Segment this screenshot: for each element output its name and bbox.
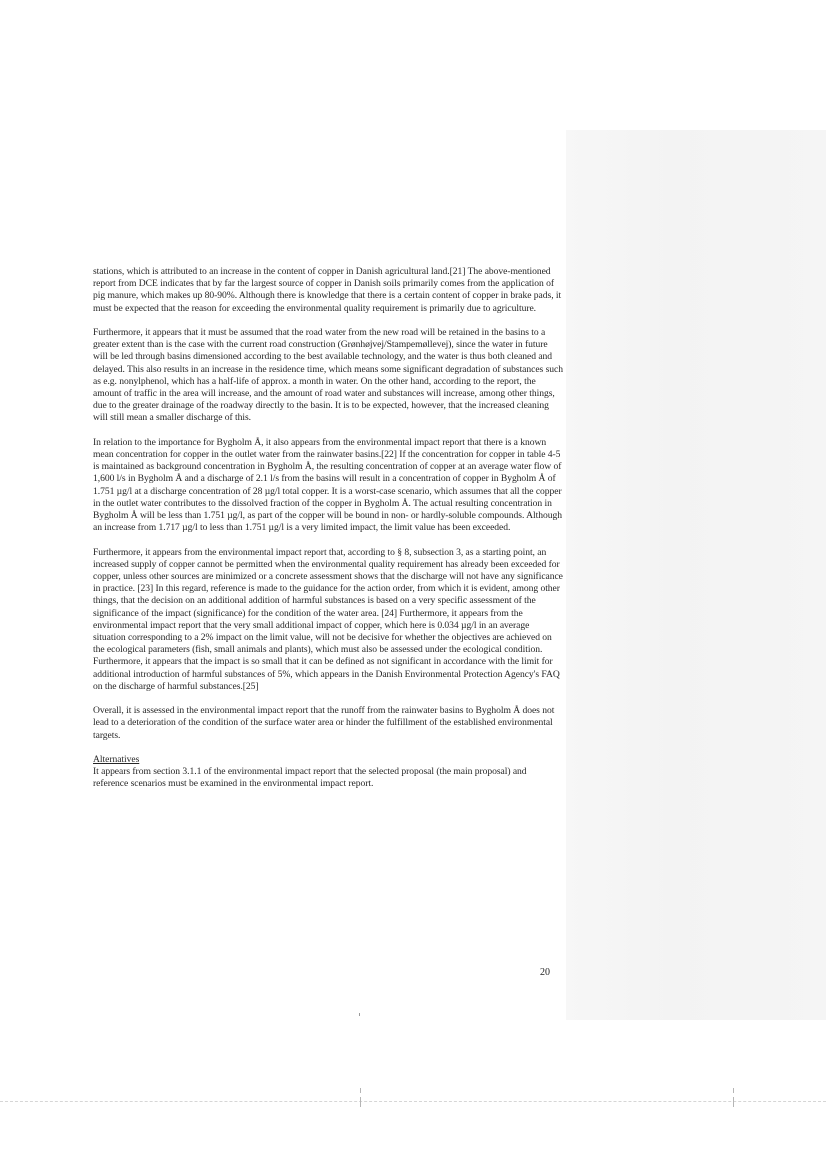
document-page-body <box>93 266 563 791</box>
paragraph-bygholm-copper-concentration: In relation to the importance for Bygholm Å, it also appears from the environmental impact report that there is a known mean concentration for copper in the outlet water from the rainwater basins.[22] If the concentration for copper in table 4-5 is maintained as background concentration in Bygholm Å, the resulting concentration of copper at an average water flow of 1,600 l/s in Bygholm Å and a discharge of 2.1 l/s from the basins will result in a concentration of copper in Bygholm Å of 1.751 µg/l at a discharge concentration of 28 µg/l total copper. It is a worst-case scenario, which assumes that all the copper in the outlet water contributes to the dissolved fraction of the copper in Bygholm Å. The actual resulting concentration in Bygholm Å will be less than 1.751 µg/l, as part of the copper will be bound in non- or hardly-soluble compounds. Although an increase from 1.717 µg/l to less than 1.751 µg/l is a very limited impact, the limit value has been exceeded. <box>93 436 562 534</box>
scan-tick-mark <box>360 1088 361 1093</box>
page-number: 20 <box>540 967 550 978</box>
alternatives-text: It appears from section 3.1.1 of the environmental impact report that the selected proposal (the main proposal) and reference scenarios must be examined in the environmental impact report. <box>93 766 527 790</box>
paragraph-road-water-retention: Furthermore, it appears that it must be assumed that the road water from the new road will be retained in the basins to a greater extent than is the case with the current road construction (Grønhøjvej/Stampemøllevej), since the water in future will be led through basins dimensioned according to the best available technology, and the water is thus both cleaned and delayed. This also results in an increase in the residence time, which means some significant degradation of substances such as e.g. nonylphenol, which has a half-life of approx. a month in water. On the other hand, according to the report, the amount of traffic in the area will increase, and the amount of road water and substances will increase, among other things, due to the greater drainage of the roadway directly to the basin. It is to be expected, however, that the increased cleaning will still mean a smaller discharge of this. <box>93 327 563 424</box>
scan-tick-mark <box>733 1097 734 1107</box>
alternatives-heading: Alternatives <box>93 754 140 766</box>
scan-artifact-dot <box>359 1013 360 1016</box>
scan-tick-mark <box>360 1097 361 1107</box>
paragraph-copper-sources: stations, which is attributed to an increase in the content of copper in Danish agricultural land.[21] The above-mentioned report from DCE indicates that by far the largest source of copper in Danish soils primarily comes from the application of pig manure, which makes up 80-90%. Although there is knowledge that there is a certain content of copper in brake pads, it must be expected that the reason for exceeding the environmental quality requirement is primarily due to agriculture. <box>93 266 562 314</box>
scan-shading <box>566 130 826 1020</box>
paragraph-impact-significance: Furthermore, it appears from the environmental impact report that, according to § 8, subsection 3, as a starting point, an increased supply of copper cannot be permitted when the environmental quality requirement has already been exceeded for copper, unless other sources are minimized or a concrete assessment shows that the discharge will not have any significance in practice. [23] In this regard, reference is made to the guidance for the action order, from which it is evident, among other things, that the decision on an additional addition of harmful substances is based on a very specific assessment of the significance of the impact (significance) for the condition of the water area. [24] Furthermore, it appears from the environmental impact report that the very small additional impact of copper, which here is 0.034 µg/l in an average situation corresponding to a 2% impact on the limit value, will not be decisive for whether the objectives are achieved on the ecological parameters (fish, small animals and plants), which must also be assessed under the ecological condition. Furthermore, it appears that the impact is so small that it can be defined as not significant in accordance with the limit for additional introduction of harmful substances of 5%, which appears in the Danish Environmental Protection Agency's FAQ on the discharge of harmful substances.[25] <box>93 546 563 692</box>
scan-tick-mark <box>733 1088 734 1093</box>
paragraph-overall-assessment: Overall, it is assessed in the environmental impact report that the runoff from the rainwater basins to Bygholm Å does not lead to a deterioration of the condition of the surface water area or hinder the fulfillment of the established environmental targets. <box>93 705 555 741</box>
scan-fold-line <box>0 1101 826 1102</box>
alternatives-section <box>93 754 563 791</box>
